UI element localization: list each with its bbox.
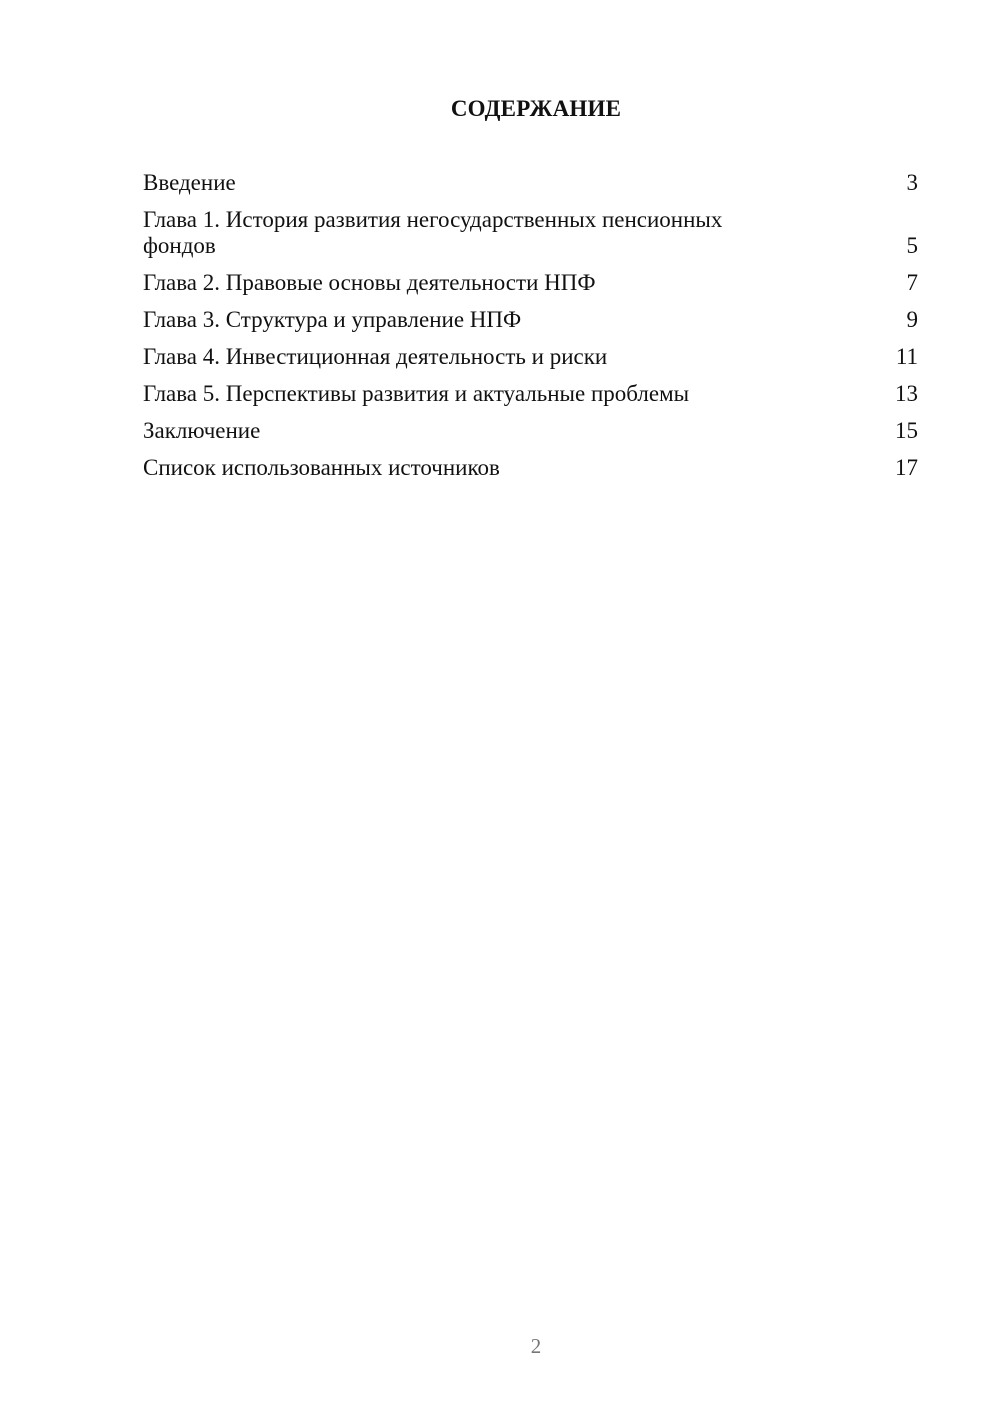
- toc-entry-conclusion[interactable]: [143, 418, 918, 444]
- toc-entry-chapter-5[interactable]: [143, 381, 918, 407]
- toc-entry-chapter-2[interactable]: [143, 270, 918, 296]
- toc-entry-page: 3: [906, 170, 918, 195]
- toc-entry-chapter-3[interactable]: [143, 307, 918, 333]
- toc-entry-page: 15: [895, 418, 918, 443]
- page-number: 2: [530, 1334, 542, 1358]
- toc-entry-title: Глава 5. Перспективы развития и актуальные проблемы: [143, 381, 690, 406]
- table-of-contents: [143, 170, 918, 492]
- toc-entry-title: Глава 1. История развития негосударственных пенсионных фондов: [143, 207, 723, 258]
- toc-entry-title: Глава 4. Инвестиционная деятельность и риски: [143, 344, 608, 369]
- toc-entry-title: Глава 2. Правовые основы деятельности НПФ: [143, 270, 596, 295]
- toc-entry-page: 17: [895, 455, 918, 480]
- page-title: СОДЕРЖАНИЕ: [450, 96, 622, 121]
- toc-entry-page: 7: [906, 270, 918, 295]
- toc-entry-page: 9: [906, 307, 918, 332]
- toc-entry-introduction[interactable]: [143, 170, 918, 196]
- toc-entry-page: 11: [895, 344, 918, 369]
- toc-entry-page: 5: [906, 233, 918, 258]
- toc-entry-title: Введение: [143, 170, 236, 195]
- toc-entry-page: 13: [895, 381, 918, 406]
- toc-entry-title: Глава 3. Структура и управление НПФ: [143, 307, 522, 332]
- toc-entry-chapter-4[interactable]: [143, 344, 918, 370]
- toc-entry-title: Список использованных источников: [143, 455, 500, 480]
- toc-entry-references[interactable]: [143, 455, 918, 481]
- toc-entry-title: Заключение: [143, 418, 261, 443]
- toc-entry-chapter-1[interactable]: [143, 207, 918, 259]
